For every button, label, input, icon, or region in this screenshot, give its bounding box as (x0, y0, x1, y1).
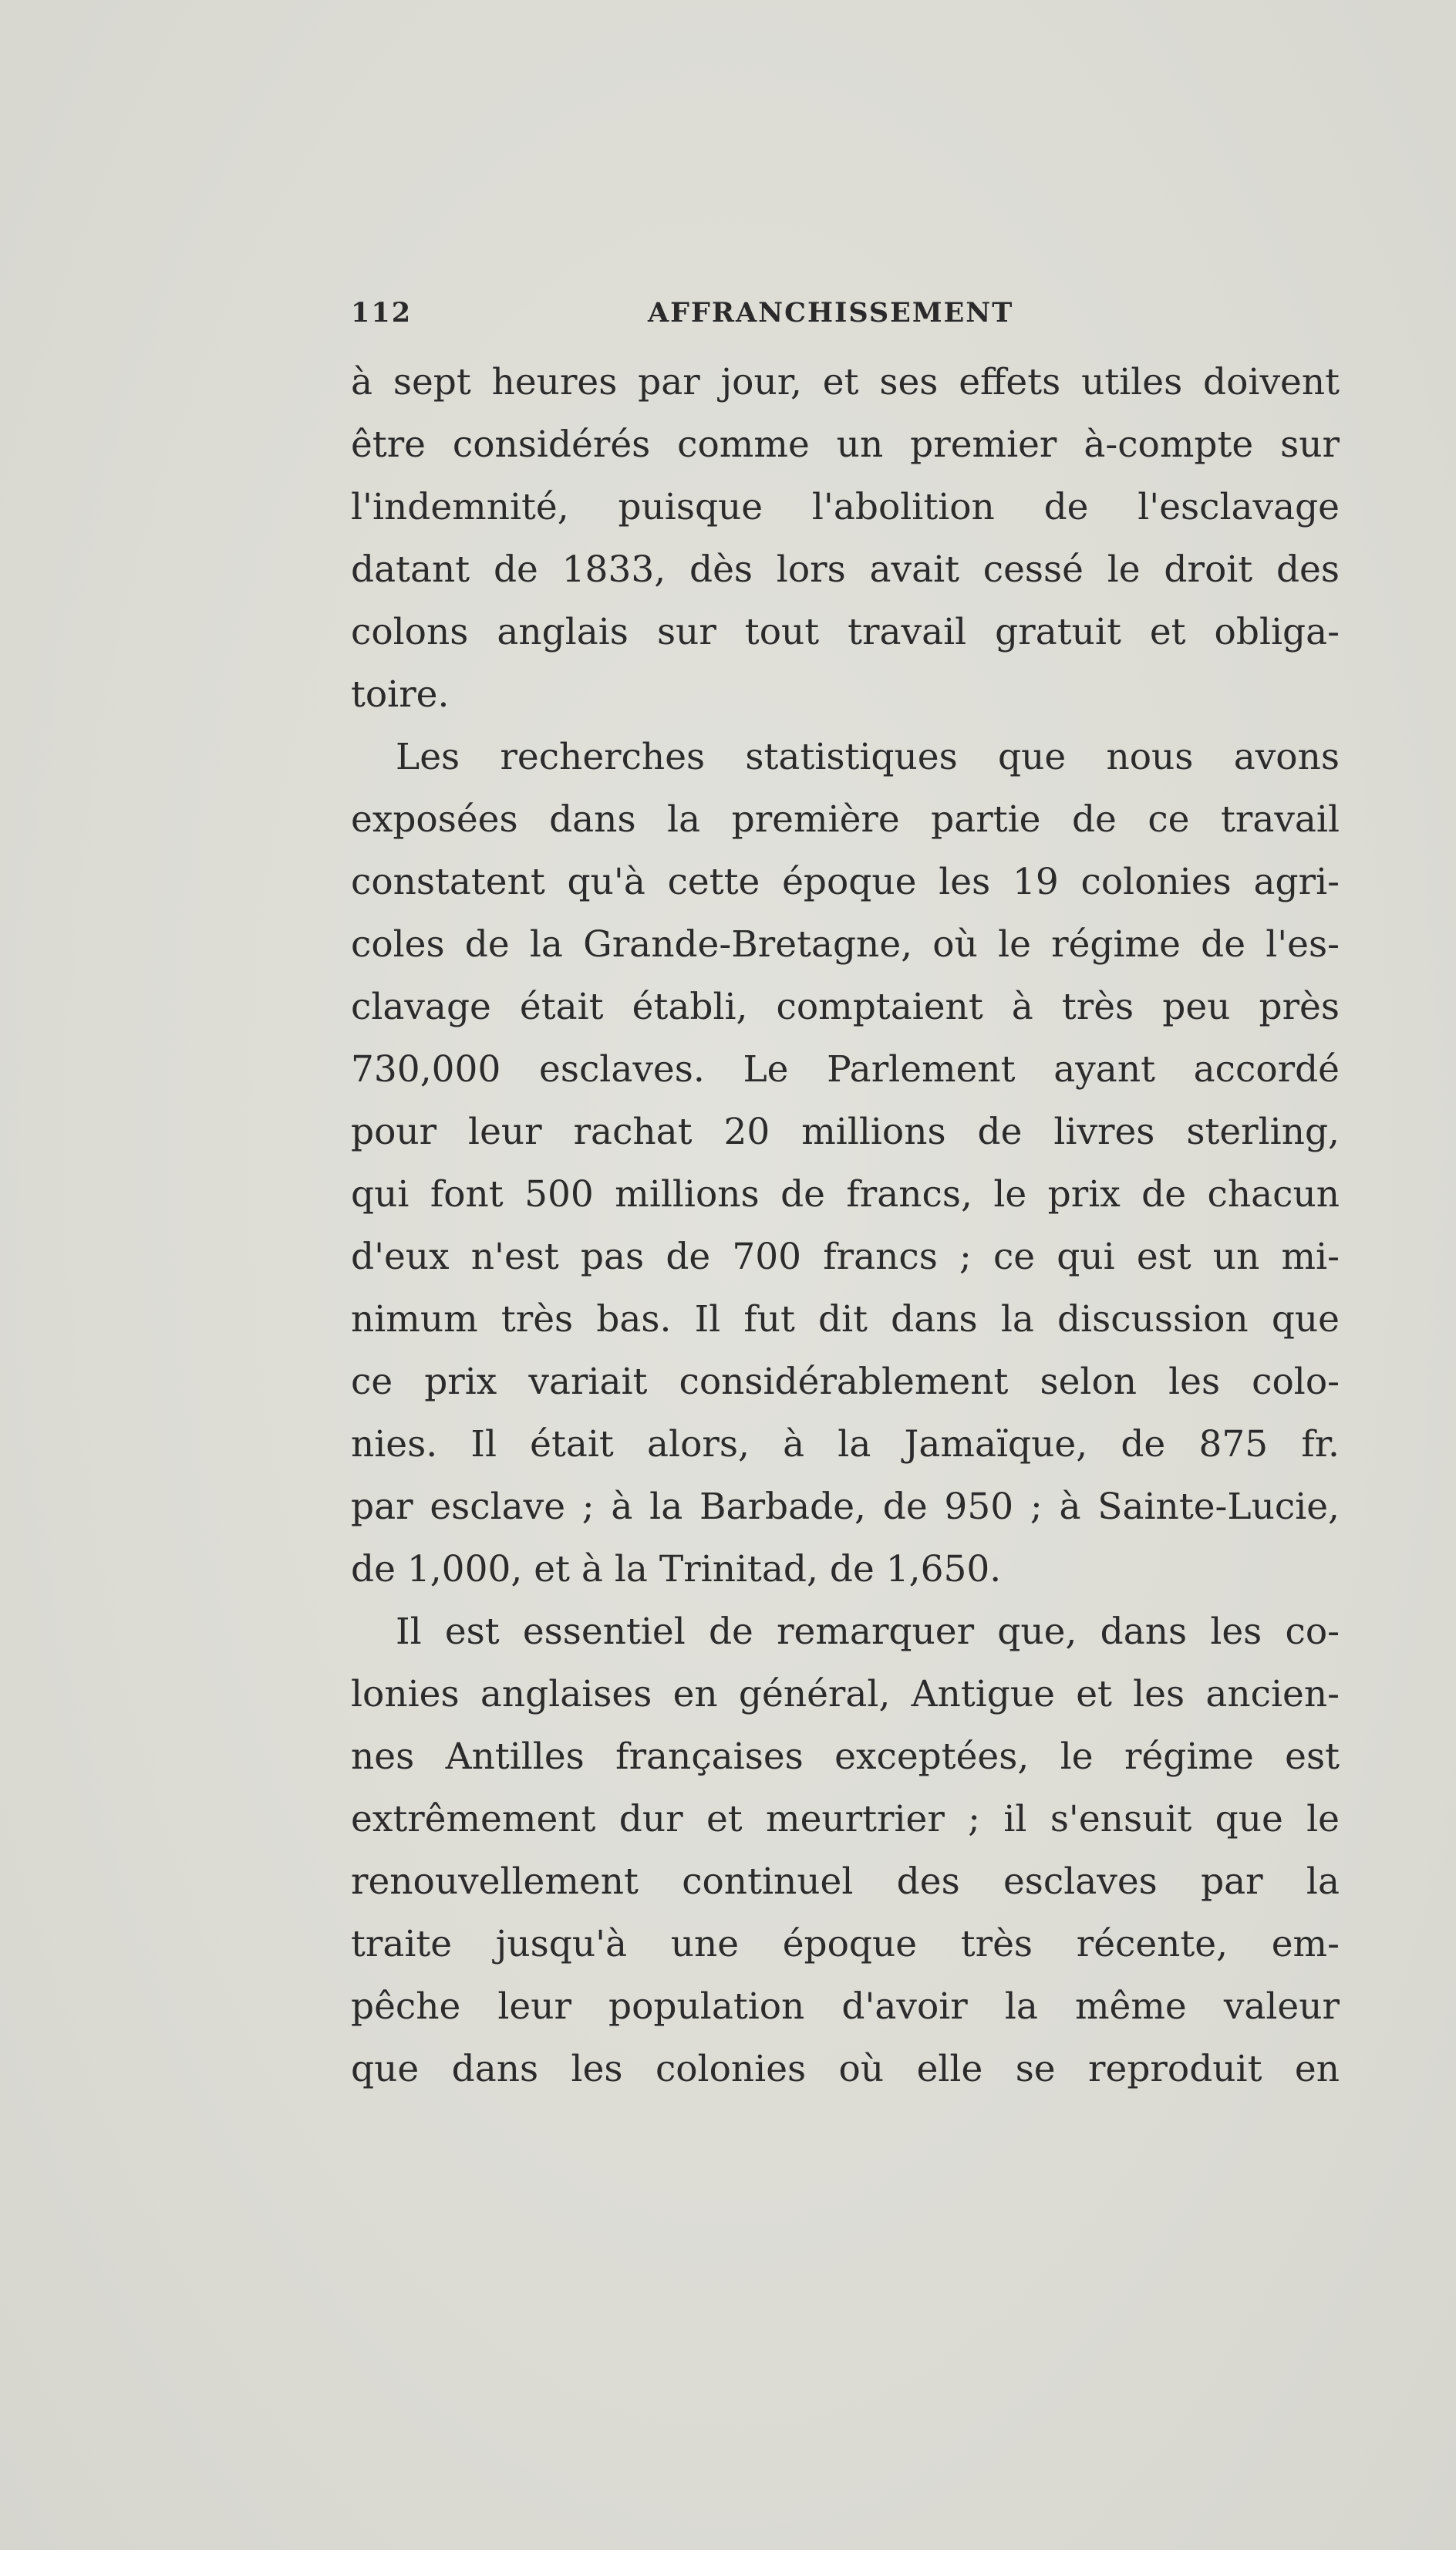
text-line: 730,000 esclaves. Le Parlement ayant accordé (351, 1048, 1340, 1091)
text-line: traite jusqu'à une époque très récente, em- (351, 1923, 1340, 1965)
text-line: pêche leur population d'avoir la même valeur (351, 1985, 1340, 2028)
page-number: 112 (351, 297, 413, 329)
text-line: renouvellement continuel des esclaves par la (351, 1860, 1340, 1903)
paragraph-first-line: Il est essentiel de remarquer que, dans les co- (396, 1611, 1340, 1653)
text-line: ce prix variait considérablement selon les colo- (351, 1361, 1340, 1403)
running-head (351, 297, 1030, 336)
text-line: d'eux n'est pas de 700 francs ; ce qui est un mi- (351, 1236, 1340, 1278)
text-line: l'indemnité, puisque l'abolition de l'esclavage (351, 486, 1340, 528)
text-line: toire. (351, 673, 450, 716)
text-line: coles de la Grande-Bretagne, où le régime de l'es- (351, 923, 1340, 966)
text-line: pour leur rachat 20 millions de livres sterling, (351, 1111, 1340, 1153)
text-line: à sept heures par jour, et ses effets utiles doivent (351, 361, 1340, 403)
text-line: colons anglais sur tout travail gratuit et obliga- (351, 611, 1340, 653)
text-line: que dans les colonies où elle se reproduit en (351, 2048, 1340, 2090)
paragraph-first-line: Les recherches statistiques que nous avons (396, 736, 1340, 778)
text-line: constatent qu'à cette époque les 19 colonies agri- (351, 861, 1340, 903)
text-line: nies. Il était alors, à la Jamaïque, de 875 fr. (351, 1423, 1340, 1466)
text-line: par esclave ; à la Barbade, de 950 ; à Sainte-Lucie, (351, 1486, 1340, 1528)
text-line: datant de 1833, dès lors avait cessé le droit des (351, 548, 1340, 591)
text-line: de 1,000, et à la Trinitad, de 1,650. (351, 1548, 1002, 1590)
text-line: lonies anglaises en général, Antigue et les ancien- (351, 1673, 1340, 1715)
text-line: nes Antilles françaises exceptées, le régime est (351, 1735, 1340, 1778)
text-line: exposées dans la première partie de ce travail (351, 798, 1340, 841)
text-line: nimum très bas. Il fut dit dans la discussion que (351, 1298, 1340, 1341)
text-line: extrêmement dur et meurtrier ; il s'ensuit que le (351, 1798, 1340, 1840)
text-line: clavage était établi, comptaient à très peu près (351, 986, 1340, 1028)
running-title: AFFRANCHISSEMENT (648, 297, 1014, 329)
text-line: qui font 500 millions de francs, le prix de chacun (351, 1173, 1340, 1216)
text-line: être considérés comme un premier à-compte sur (351, 423, 1340, 466)
